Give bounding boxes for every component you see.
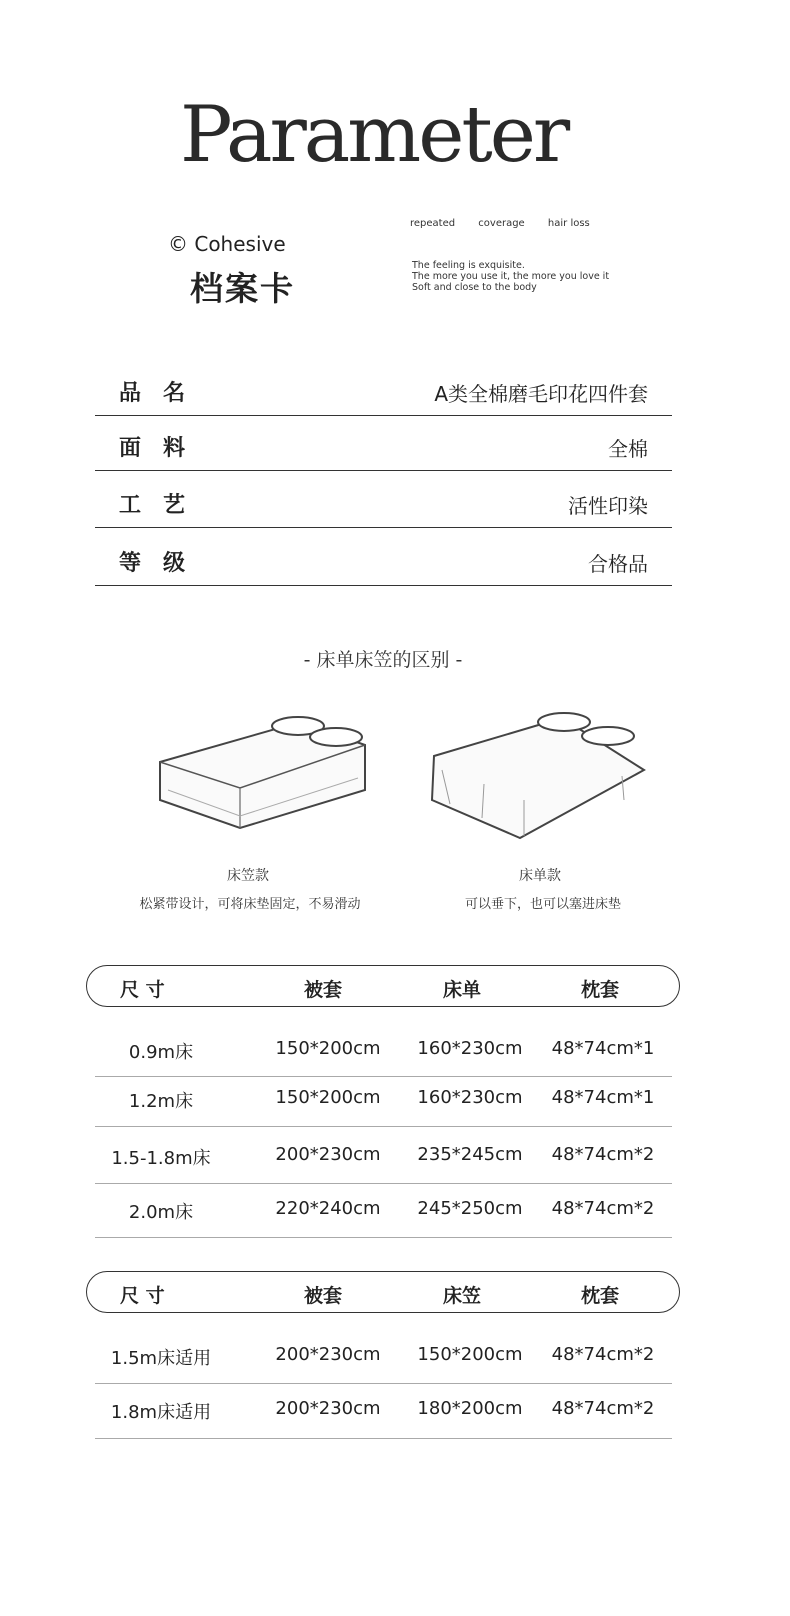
flat-sheet-name: 床单款 <box>519 868 561 884</box>
table-cell: 48*74cm*2 <box>551 1198 655 1219</box>
table-cell: 48*74cm*1 <box>551 1087 655 1108</box>
tag-item: hair loss <box>547 218 590 229</box>
spec-label: 工艺 <box>119 493 208 518</box>
tag-list <box>410 218 610 229</box>
table-row <box>95 1127 672 1184</box>
table-cell: 160*230cm <box>417 1087 523 1108</box>
spec-row-process <box>95 472 672 528</box>
table-cell: 160*230cm <box>417 1038 523 1059</box>
table-header-size: 尺 寸 <box>120 979 165 1001</box>
spec-value: A类全棉磨毛印花四件套 <box>434 382 648 406</box>
table-cell: 48*74cm*2 <box>551 1344 655 1365</box>
table-cell: 2.0m床 <box>128 1202 194 1223</box>
tag-item: repeated <box>410 218 456 229</box>
table-cell: 150*200cm <box>275 1087 381 1108</box>
page-title: Parameter <box>180 90 568 180</box>
table-cell: 1.2m床 <box>128 1091 194 1112</box>
table-cell: 1.5m床适用 <box>110 1348 212 1369</box>
slogan-line: The more you use it, the more you love it <box>412 271 610 282</box>
flat-sheet-bed-illustration <box>412 700 652 850</box>
fitted-sheet-desc: 松紧带设计，可将床垫固定，不易滑动 <box>139 897 361 912</box>
spec-label: 面料 <box>119 436 208 461</box>
table-row <box>95 1384 672 1439</box>
table-header-duvet: 被套 <box>304 979 343 1001</box>
table-cell: 150*200cm <box>417 1344 523 1365</box>
spec-value: 合格品 <box>588 552 648 576</box>
table-cell: 200*230cm <box>275 1144 381 1165</box>
fitted-sheet-bed-illustration <box>140 700 380 850</box>
brand-subtitle: 档案卡 <box>190 269 295 308</box>
table-row <box>95 1077 672 1127</box>
table-cell: 48*74cm*2 <box>551 1144 655 1165</box>
table-cell: 200*230cm <box>275 1398 381 1419</box>
table-cell: 48*74cm*1 <box>551 1038 655 1059</box>
spec-value: 全棉 <box>608 437 648 461</box>
table-cell: 48*74cm*2 <box>551 1398 655 1419</box>
table-header-pillowcase: 枕套 <box>581 979 620 1001</box>
table-header-pillowcase: 枕套 <box>581 1285 620 1307</box>
spec-row-name <box>95 360 672 416</box>
table-header-fitted-sheet: 床笠 <box>443 1285 482 1307</box>
table-row <box>95 1184 672 1238</box>
table-cell: 220*240cm <box>275 1198 381 1219</box>
table-cell: 235*245cm <box>417 1144 523 1165</box>
table-cell: 1.5-1.8m床 <box>111 1148 211 1169</box>
table-header-size: 尺 寸 <box>120 1285 165 1307</box>
table-row <box>95 1030 672 1077</box>
tag-item: coverage <box>478 218 525 229</box>
flat-sheet-desc: 可以垂下，也可以塞进床垫 <box>464 897 621 912</box>
table-header-duvet: 被套 <box>304 1285 343 1307</box>
spec-label: 等级 <box>119 551 208 576</box>
slogan-line: The feeling is exquisite. <box>412 260 525 271</box>
slogan <box>412 260 609 293</box>
spec-row-grade <box>95 530 672 586</box>
slogan-line: Soft and close to the body <box>412 282 537 293</box>
table-cell: 245*250cm <box>417 1198 523 1219</box>
spec-value: 活性印染 <box>568 494 648 518</box>
table2-header <box>86 1271 680 1313</box>
fitted-sheet-name: 床笠款 <box>227 868 269 884</box>
table-cell: 0.9m床 <box>128 1042 194 1063</box>
brand-name: © Cohesive <box>168 232 286 256</box>
table-cell: 1.8m床适用 <box>110 1402 212 1423</box>
table1-header <box>86 965 680 1007</box>
table-cell: 180*200cm <box>417 1398 523 1419</box>
spec-row-fabric <box>95 415 672 471</box>
table-row <box>95 1334 672 1384</box>
section-title: - 床单床笠的区别 - <box>303 649 463 671</box>
table-header-sheet: 床单 <box>443 979 482 1001</box>
table-cell: 150*200cm <box>275 1038 381 1059</box>
spec-label: 品名 <box>119 381 208 406</box>
table-cell: 200*230cm <box>275 1344 381 1365</box>
